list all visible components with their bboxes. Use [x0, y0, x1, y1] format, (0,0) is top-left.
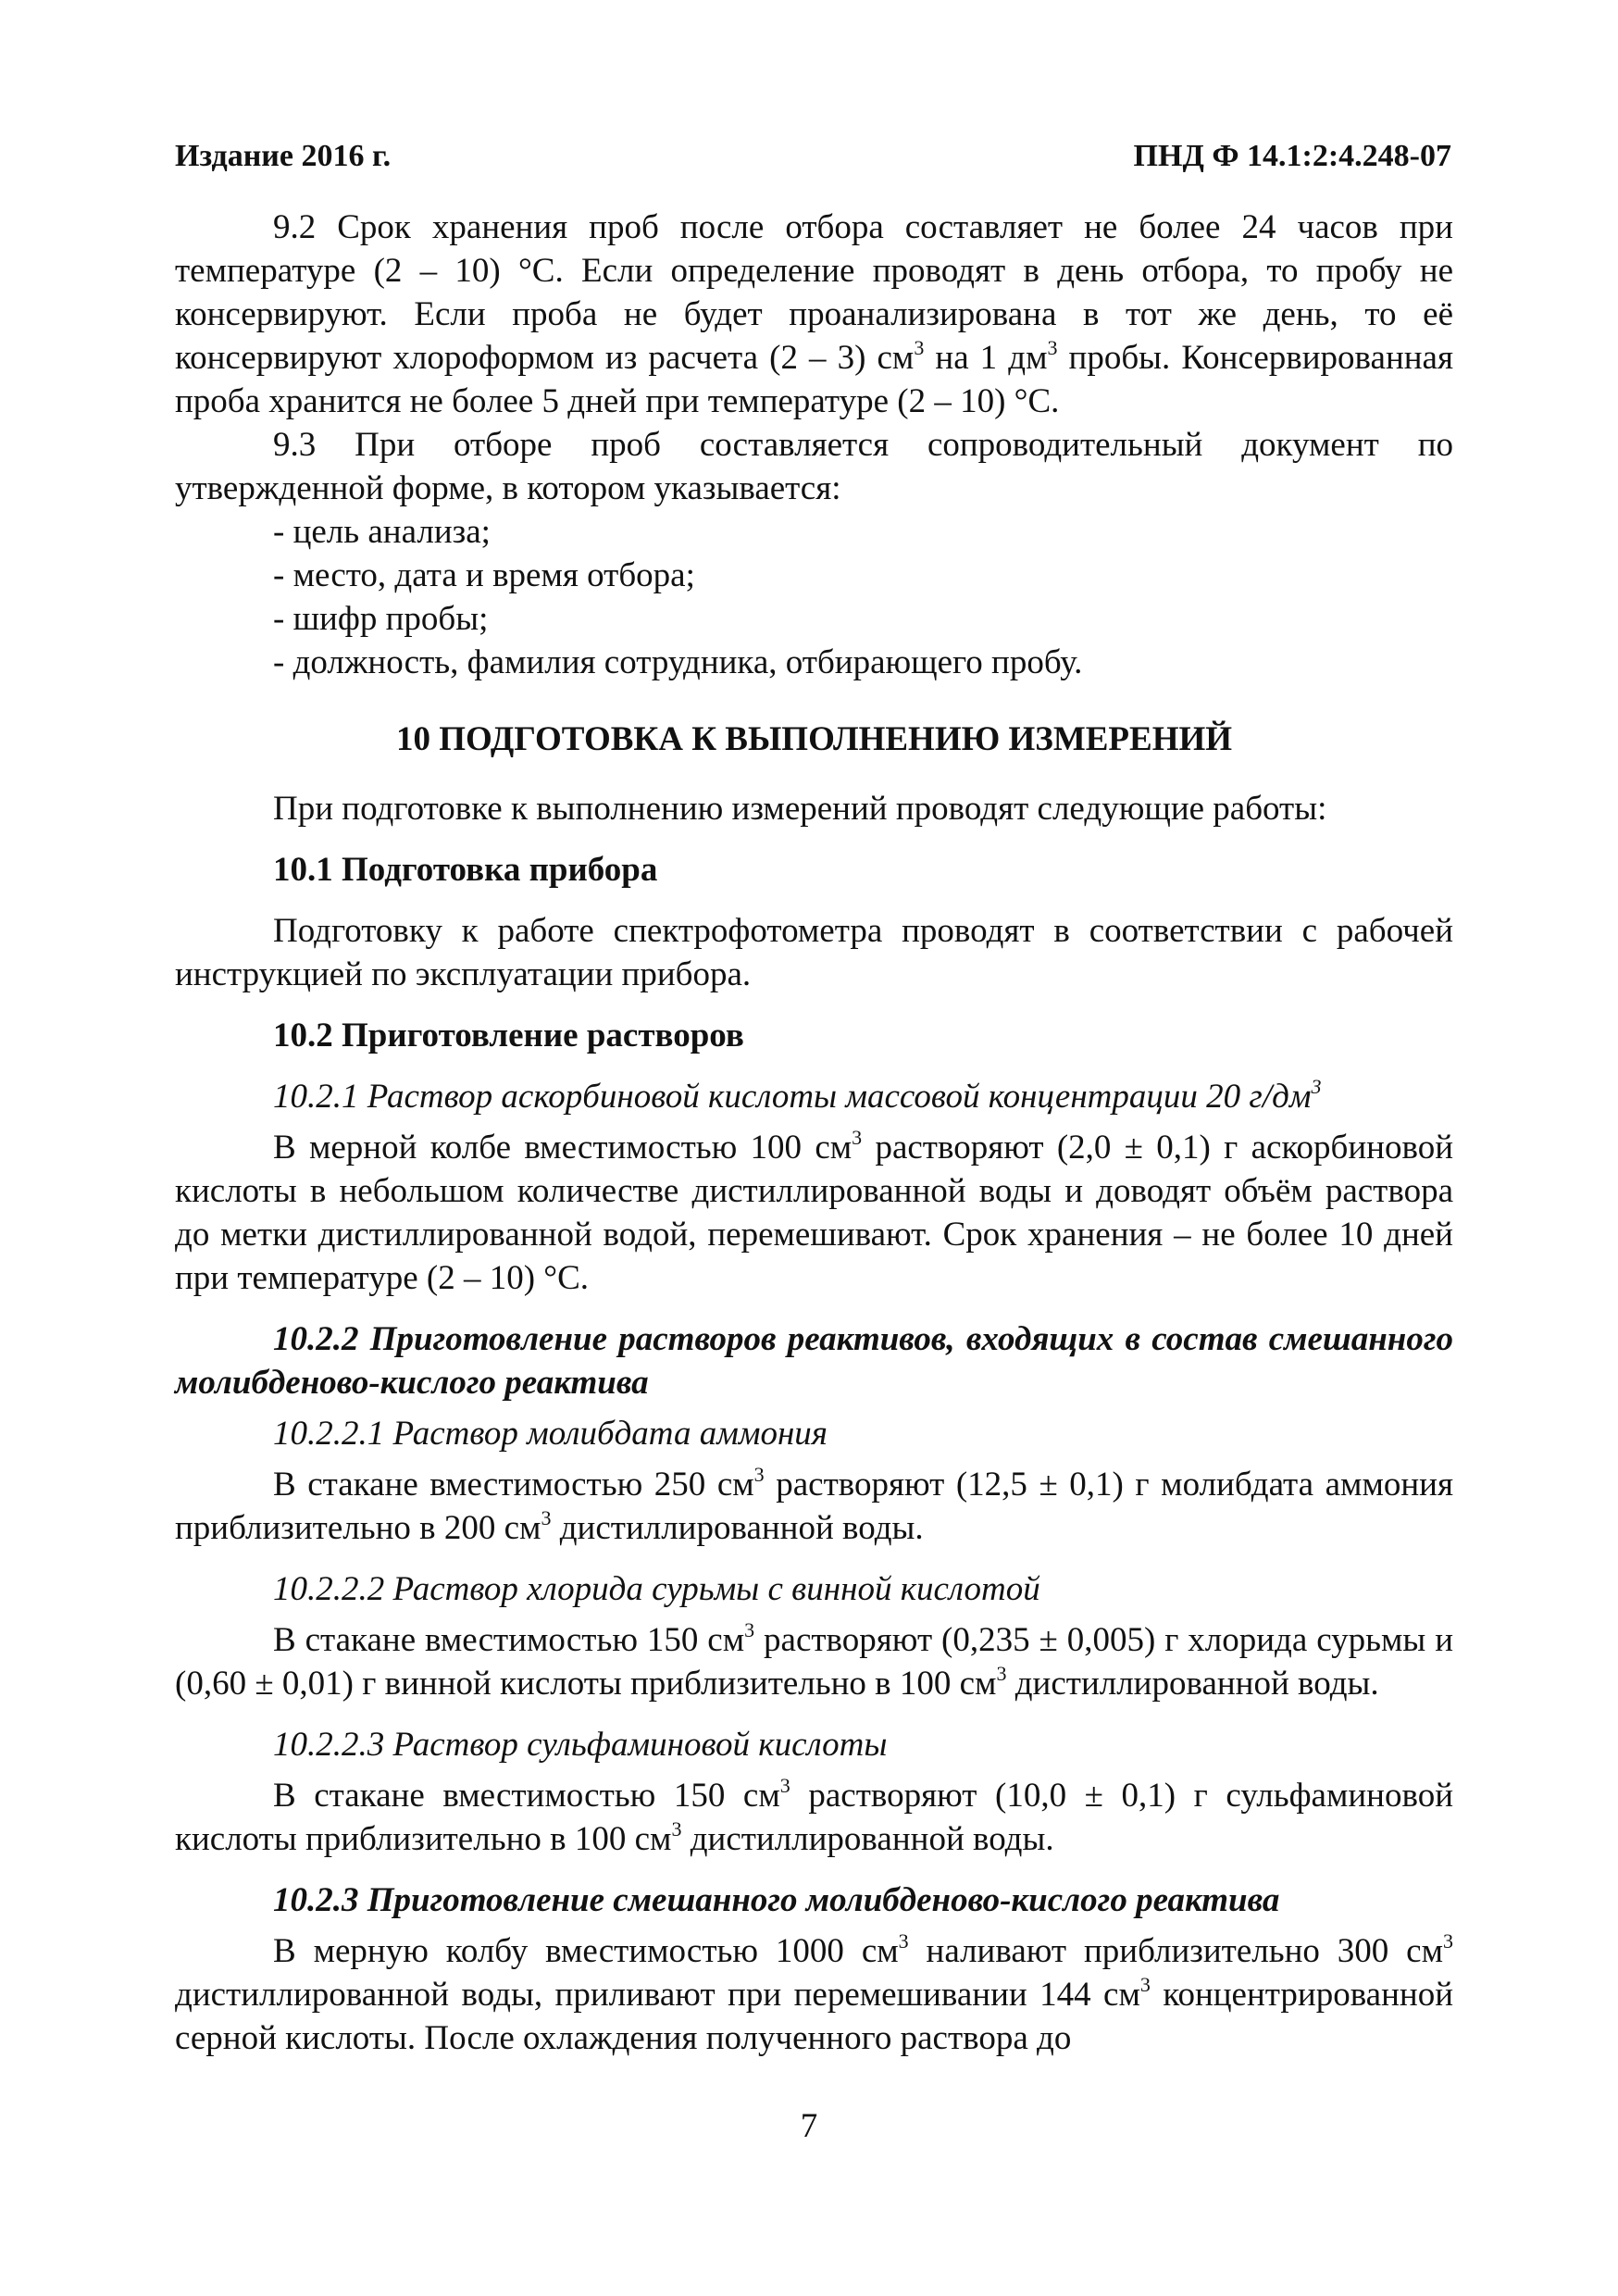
subsection-10-2-title: 10.2 Приготовление растворов	[273, 1017, 744, 1054]
subsection-10-2-2-3-title: 10.2.2.3 Раствор сульфаминовой кислоты	[273, 1726, 888, 1764]
list-item: - цель анализа;	[273, 513, 491, 551]
page-number: 7	[800, 2107, 818, 2145]
subsection-10-2-1-text: В мерной колбе вместимостью 100 $см^3$ растворяют (2,0 ± 0,1) г аскорбиновой кислоты в небольшом количестве дистиллированной воды и доводят объём раствора до метки дистиллированной водой, перемешивают. Срок хранения – не более 10 дней при температуре (2 – 10) °С.	[175, 1126, 1453, 1297]
subsection-10-2-2-title: 10.2.2 Приготовление растворов реактивов, входящих в состав смешанного молибденово-кислого реактива	[175, 1320, 1453, 1402]
section-10-heading: 10 ПОДГОТОВКА К ВЫПОЛНЕНИЮ ИЗМЕРЕНИЙ	[395, 720, 1233, 758]
list-item: - должность, фамилия сотрудника, отбирающего пробу.	[273, 643, 1083, 681]
section-10-intro: При подготовке к выполнению измерений проводят следующие работы:	[273, 790, 1327, 828]
edition-label: Издание 2016 г.	[175, 139, 392, 173]
subsection-10-2-2-1-title: 10.2.2.1 Раствор молибдата аммония	[273, 1415, 828, 1453]
page-header	[175, 139, 1451, 174]
subsection-10-2-2-2-title: 10.2.2.2 Раствор хлорида сурьмы с винной кислотой	[273, 1570, 1040, 1608]
subsection-10-2-1-title: 10.2.1 Раствор аскорбиновой кислоты массовой концентрации 20 $г/дм^3$	[273, 1075, 1322, 1116]
subsection-10-2-2-3-text: В стакане вместимостью 150 $см^3$ растворяют (10,0 ± 0,1) г сульфаминовой кислоты приблизительно в 100 $см^3$ дистиллированной воды.	[175, 1774, 1453, 1858]
subsection-10-2-2-1-text: В стакане вместимостью 250 $см^3$ растворяют (12,5 ± 0,1) г молибдата аммония приблизительно в 200 $см^3$ дистиллированной воды.	[175, 1463, 1453, 1547]
document-code: ПНД Ф 14.1:2:4.248-07	[1133, 139, 1451, 173]
subsection-10-2-3-text: В мерную колбу вместимостью 1000 $см^3$ наливают приблизительно 300 $см^3$ дистиллированной воды, приливают при перемешивании 144 $см^3$ концентрированной серной кислоты. После охлаждения полученного раствора до	[175, 1929, 1453, 2057]
list-item: - место, дата и время отбора;	[273, 556, 695, 594]
paragraph-9-3: 9.3 При отборе проб составляется сопроводительный документ по утвержденной форме, в котором указывается:	[175, 426, 1453, 507]
subsection-10-1-title: 10.1 Подготовка прибора	[273, 851, 658, 889]
subsection-10-1-text: Подготовку к работе спектрофотометра проводят в соответствии с рабочей инструкцией по эксплуатации прибора.	[175, 912, 1453, 993]
subsection-10-2-3-title: 10.2.3 Приготовление смешанного молибденово-кислого реактива	[273, 1881, 1280, 1919]
page-content	[175, 206, 1453, 2060]
subsection-10-2-2-2-text: В стакане вместимостью 150 $см^3$ растворяют (0,235 ± 0,005) г хлорида сурьмы и (0,60 ± 0,01) г винной кислоты приблизительно в 100 $см^3$ дистиллированной воды.	[175, 1618, 1453, 1703]
paragraph-9-2: 9.2 Срок хранения проб после отбора составляет не более 24 часов при температуре (2 – 10) °С. Если определение проводят в день отбора, то пробу не консервируют. Если проба не будет проанализирована в тот же день, то её консервируют хлороформом из расчета (2 – 3) $см^3$ на 1 $дм^3$ пробы. Консервированная проба хранится не более 5 дней при температуре (2 – 10) °С.	[175, 208, 1453, 420]
list-item: - шифр пробы;	[273, 600, 489, 638]
